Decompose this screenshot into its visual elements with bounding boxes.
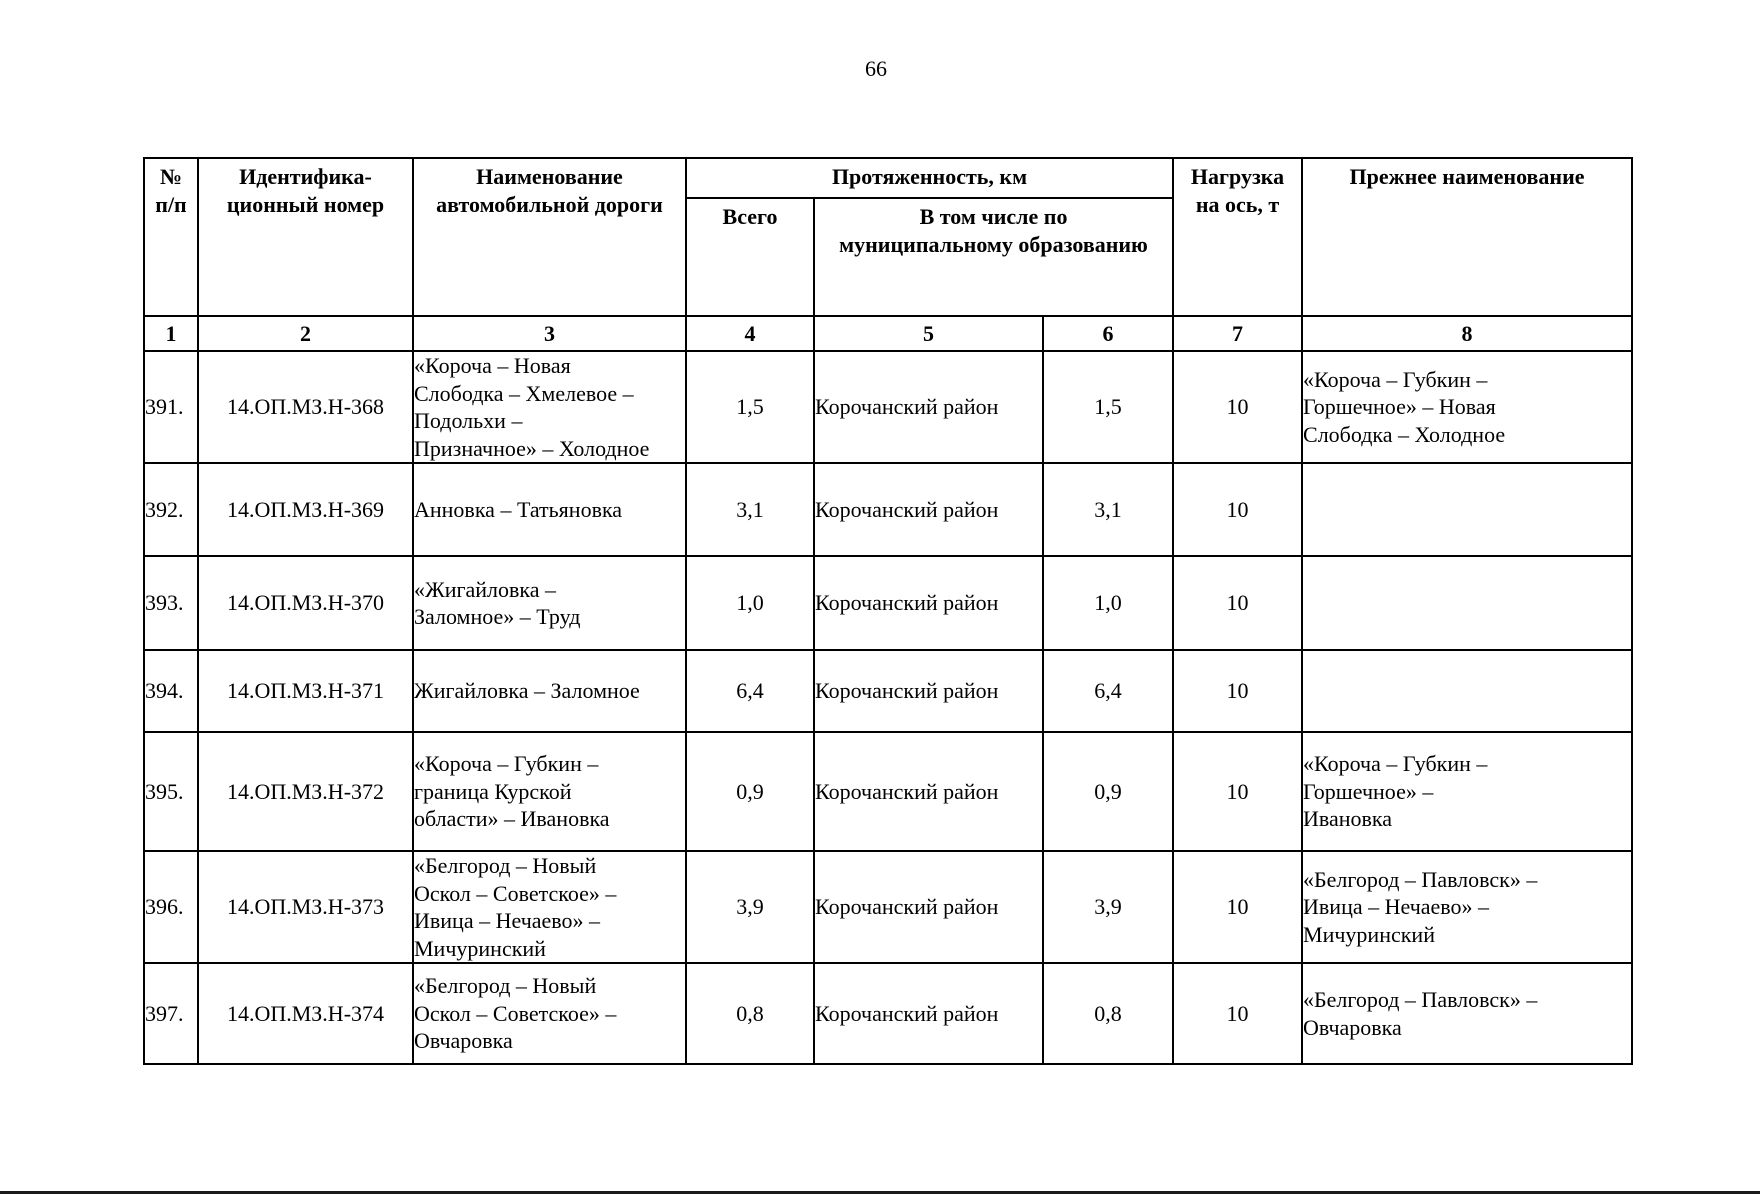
length-municipal: 0,8 [1043, 963, 1173, 1064]
road-id: 14.ОП.МЗ.Н-370 [198, 556, 413, 650]
length-municipal: 3,9 [1043, 851, 1173, 963]
length-total: 1,0 [686, 556, 814, 650]
axle-load: 10 [1173, 650, 1302, 732]
former-name [1302, 650, 1632, 732]
former-name [1302, 556, 1632, 650]
road-name: «Жигайловка – Заломное» – Труд [413, 556, 686, 650]
municipality: Корочанский район [814, 351, 1043, 463]
header-length-municipal: В том числе по муниципальному образованию [814, 198, 1173, 316]
table-row [144, 963, 1632, 1064]
former-name: «Короча – Губкин – Горшечное» – Новая Слободка – Холодное [1302, 351, 1632, 463]
column-number: 4 [686, 316, 814, 351]
axle-load: 10 [1173, 463, 1302, 556]
row-number: 393. [144, 556, 198, 650]
column-number: 5 [814, 316, 1043, 351]
row-number: 396. [144, 851, 198, 963]
table-row [144, 556, 1632, 650]
length-municipal: 6,4 [1043, 650, 1173, 732]
row-number: 391. [144, 351, 198, 463]
row-number: 397. [144, 963, 198, 1064]
length-total: 3,9 [686, 851, 814, 963]
road-id: 14.ОП.МЗ.Н-369 [198, 463, 413, 556]
road-name: «Короча – Губкин – граница Курской области» – Ивановка [413, 732, 686, 851]
header-id-number: Идентифика- ционный номер [198, 158, 413, 316]
roads-table [143, 157, 1633, 1065]
header-row [144, 158, 1632, 198]
table-row [144, 732, 1632, 851]
row-number: 395. [144, 732, 198, 851]
column-number: 6 [1043, 316, 1173, 351]
length-total: 3,1 [686, 463, 814, 556]
header-length-total: Всего [686, 198, 814, 316]
header-road-name: Наименование автомобильной дороги [413, 158, 686, 316]
axle-load: 10 [1173, 732, 1302, 851]
column-number: 2 [198, 316, 413, 351]
header-length-group: Протяженность, км [686, 158, 1173, 198]
former-name: «Белгород – Павловск» – Овчаровка [1302, 963, 1632, 1064]
length-total: 0,9 [686, 732, 814, 851]
length-municipal: 1,5 [1043, 351, 1173, 463]
length-municipal: 0,9 [1043, 732, 1173, 851]
axle-load: 10 [1173, 351, 1302, 463]
page-number: 66 [865, 56, 887, 81]
row-number: 394. [144, 650, 198, 732]
axle-load: 10 [1173, 556, 1302, 650]
road-name: «Короча – Новая Слободка – Хмелевое – Подольхи – Призначное» – Холодное [413, 351, 686, 463]
column-number: 1 [144, 316, 198, 351]
road-id: 14.ОП.МЗ.Н-371 [198, 650, 413, 732]
axle-load: 10 [1173, 851, 1302, 963]
length-total: 6,4 [686, 650, 814, 732]
municipality: Корочанский район [814, 463, 1043, 556]
column-number: 3 [413, 316, 686, 351]
scan-edge-line [0, 1191, 1760, 1194]
road-name: Анновка – Татьяновка [413, 463, 686, 556]
road-id: 14.ОП.МЗ.Н-372 [198, 732, 413, 851]
road-id: 14.ОП.МЗ.Н-374 [198, 963, 413, 1064]
header-num: № п/п [144, 158, 198, 316]
length-municipal: 3,1 [1043, 463, 1173, 556]
length-total: 0,8 [686, 963, 814, 1064]
road-id: 14.ОП.МЗ.Н-373 [198, 851, 413, 963]
table-row [144, 351, 1632, 463]
column-number-row [144, 316, 1632, 351]
header-former-name: Прежнее наименование [1302, 158, 1632, 316]
municipality: Корочанский район [814, 851, 1043, 963]
road-name: «Белгород – Новый Оскол – Советское» – Овчаровка [413, 963, 686, 1064]
road-name: Жигайловка – Заломное [413, 650, 686, 732]
table-row [144, 463, 1632, 556]
road-id: 14.ОП.МЗ.Н-368 [198, 351, 413, 463]
table-row [144, 650, 1632, 732]
length-total: 1,5 [686, 351, 814, 463]
municipality: Корочанский район [814, 732, 1043, 851]
municipality: Корочанский район [814, 963, 1043, 1064]
table-row [144, 851, 1632, 963]
axle-load: 10 [1173, 963, 1302, 1064]
row-number: 392. [144, 463, 198, 556]
municipality: Корочанский район [814, 556, 1043, 650]
road-name: «Белгород – Новый Оскол – Советское» – Ивица – Нечаево» – Мичуринский [413, 851, 686, 963]
former-name: «Белгород – Павловск» – Ивица – Нечаево» – Мичуринский [1302, 851, 1632, 963]
column-number: 7 [1173, 316, 1302, 351]
column-number: 8 [1302, 316, 1632, 351]
header-axle-load: Нагрузка на ось, т [1173, 158, 1302, 316]
former-name: «Короча – Губкин – Горшечное» – Ивановка [1302, 732, 1632, 851]
former-name [1302, 463, 1632, 556]
length-municipal: 1,0 [1043, 556, 1173, 650]
municipality: Корочанский район [814, 650, 1043, 732]
